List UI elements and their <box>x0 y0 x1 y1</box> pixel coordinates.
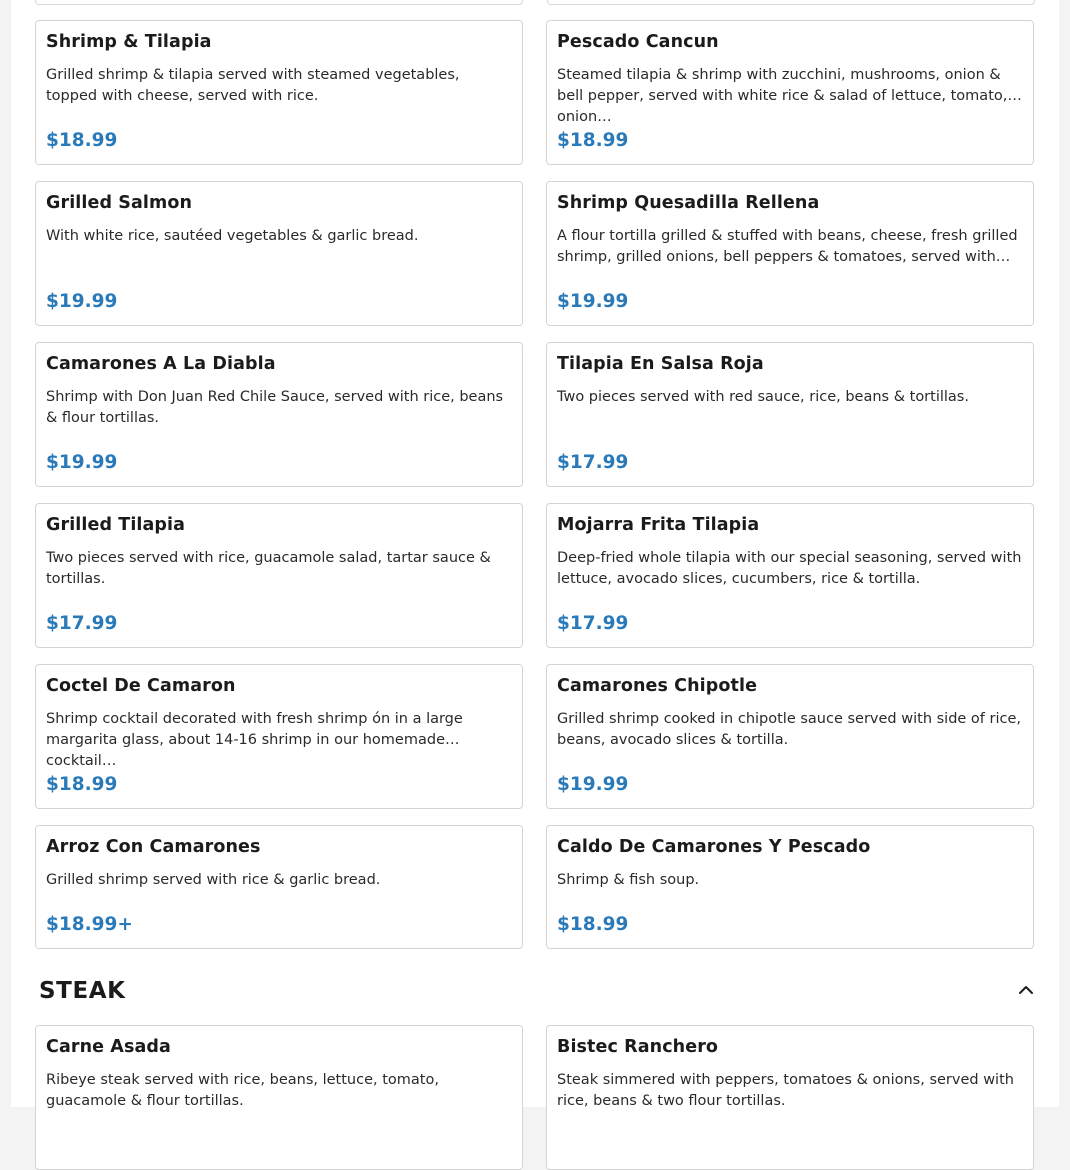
menu-item-price: $18.99+ <box>46 914 133 935</box>
menu-item-price: $17.99 <box>557 452 629 473</box>
menu-item-description: Shrimp cocktail decorated with fresh shrimp ón in a large margarita glass, about 14-16 shrimp in our homemade cocktail… <box>46 711 463 769</box>
menu-item-card[interactable] <box>546 503 1034 648</box>
menu-item-description: With white rice, sautéed vegetables & garlic bread. <box>46 228 419 244</box>
steak-section-header[interactable] <box>39 975 1038 1007</box>
menu-item-name: Coctel De Camaron <box>46 676 236 696</box>
menu-item-card-partial[interactable] <box>35 0 523 5</box>
menu-item-description: A flour tortilla grilled & stuffed with beans, cheese, fresh grilled shrimp, grilled onions, bell peppers & tomatoes, served with… <box>557 228 1018 265</box>
menu-item-card[interactable] <box>35 825 523 949</box>
menu-item-description: Grilled shrimp & tilapia served with steamed vegetables, topped with cheese, served with rice. <box>46 67 460 104</box>
menu-item-card[interactable] <box>546 825 1034 949</box>
menu-item-name: Mojarra Frita Tilapia <box>557 515 760 535</box>
menu-item-card[interactable] <box>546 1025 1034 1170</box>
menu-item-description: Shrimp & fish soup. <box>557 872 700 888</box>
menu-item-price: $19.99 <box>557 774 629 795</box>
menu-item-name: Shrimp & Tilapia <box>46 32 212 52</box>
menu-item-card-partial[interactable] <box>547 0 1035 5</box>
menu-item-name: Bistec Ranchero <box>557 1037 719 1057</box>
menu-item-card[interactable] <box>546 664 1034 809</box>
menu-item-price: $18.99 <box>46 130 118 151</box>
menu-item-card[interactable] <box>35 1025 523 1170</box>
menu-item-description: Steamed tilapia & shrimp with zucchini, mushrooms, onion & bell pepper, served with white rice & salad of lettuce, tomato, onion… <box>557 67 1008 125</box>
menu-item-name: Camarones Chipotle <box>557 676 758 696</box>
menu-item-card[interactable] <box>35 503 523 648</box>
menu-item-card[interactable] <box>546 20 1034 165</box>
menu-item-price: $19.99 <box>557 291 629 312</box>
menu-item-name: Arroz Con Camarones <box>46 837 261 857</box>
menu-item-price: $18.99 <box>46 774 118 795</box>
menu-item-card[interactable] <box>35 20 523 165</box>
menu-item-card[interactable] <box>546 342 1034 487</box>
menu-item-description: Deep-fried whole tilapia with our special seasoning, served with lettuce, avocado slices, cucumbers, rice & tortilla. <box>557 550 1022 587</box>
menu-item-name: Shrimp Quesadilla Rellena <box>557 193 820 213</box>
menu-item-price: $19.99 <box>46 291 118 312</box>
menu-item-description: Two pieces served with red sauce, rice, beans & tortillas. <box>557 389 969 405</box>
menu-item-card[interactable] <box>35 342 523 487</box>
menu-item-card[interactable] <box>35 181 523 326</box>
section-title: STEAK <box>39 978 126 1004</box>
menu-item-name: Tilapia En Salsa Roja <box>557 354 764 374</box>
menu-item-name: Camarones A La Diabla <box>46 354 276 374</box>
menu-item-name: Caldo De Camarones Y Pescado <box>557 837 871 857</box>
menu-page <box>11 0 1059 1107</box>
menu-item-description: Two pieces served with rice, guacamole salad, tartar sauce & tortillas. <box>46 550 491 587</box>
menu-item-description: Ribeye steak served with rice, beans, lettuce, tomato, guacamole & flour tortillas. <box>46 1072 439 1109</box>
menu-item-price: $18.99 <box>557 914 629 935</box>
menu-item-price: $19.99 <box>46 452 118 473</box>
menu-item-description: Grilled shrimp served with rice & garlic bread. <box>46 872 381 888</box>
menu-item-card[interactable] <box>35 664 523 809</box>
menu-item-name: Pescado Cancun <box>557 32 719 52</box>
menu-item-price: $18.99 <box>557 130 629 151</box>
menu-item-price: $17.99 <box>557 613 629 634</box>
menu-item-description: Shrimp with Don Juan Red Chile Sauce, served with rice, beans & flour tortillas. <box>46 389 504 426</box>
menu-item-name: Carne Asada <box>46 1037 171 1057</box>
chevron-up-icon[interactable] <box>1014 978 1038 1002</box>
menu-item-name: Grilled Tilapia <box>46 515 186 535</box>
seafood-items-grid <box>35 20 1034 949</box>
menu-item-description: Grilled shrimp cooked in chipotle sauce served with side of rice, beans, avocado slices & tortilla. <box>557 711 1022 748</box>
menu-item-card[interactable] <box>546 181 1034 326</box>
steak-items-grid <box>35 1025 1034 1170</box>
menu-item-description: Steak simmered with peppers, tomatoes & onions, served with rice, beans & two flour tortillas. <box>557 1072 1014 1109</box>
menu-item-name: Grilled Salmon <box>46 193 193 213</box>
menu-item-price: $17.99 <box>46 613 118 634</box>
